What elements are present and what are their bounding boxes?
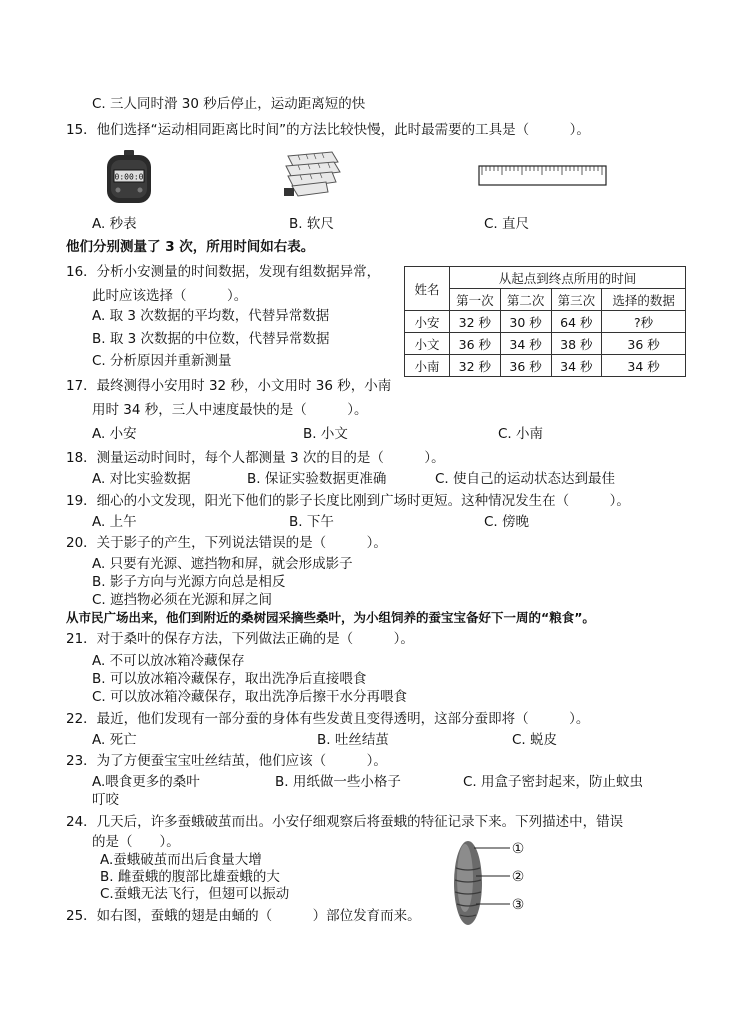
- table-subheader: 第三次: [551, 289, 602, 311]
- table-cell: 30 秒: [500, 311, 551, 333]
- table-cell: 34 秒: [500, 333, 551, 355]
- table-cell: 32 秒: [450, 355, 501, 377]
- q20-option-b: B. 影子方向与光源方向总是相反: [92, 574, 286, 590]
- table-cell: 36 秒: [602, 333, 686, 355]
- stopwatch-display: 0:00:0: [114, 172, 144, 182]
- q17-option-b: B. 小文: [303, 426, 348, 442]
- q15-option-a: A. 秒表: [92, 216, 137, 232]
- q24-option-b: B. 雌蚕蛾的腹部比雄蚕蛾的大: [100, 869, 280, 885]
- question-25: 25．如右图，蚕蛾的翅是由蛹的（ ）部位发育而来。: [66, 908, 421, 924]
- table-cell: 36 秒: [500, 355, 551, 377]
- q19-option-a: A. 上午: [92, 514, 137, 530]
- tape-measure-icon: [282, 150, 342, 204]
- pupa-label-2: ②: [511, 869, 525, 885]
- q15-option-b: B. 软尺: [289, 216, 334, 232]
- q18-option-c: C. 使自己的运动状态达到最佳: [435, 471, 616, 487]
- table-cell: 32 秒: [450, 311, 501, 333]
- q20-option-c: C. 遮挡物必须在光源和屏之间: [92, 592, 273, 608]
- stopwatch-icon: [105, 150, 153, 208]
- table-cell: ?秒: [602, 311, 686, 333]
- table-cell: 34 秒: [602, 355, 686, 377]
- question-16-cont: 此时应该选择（ ）。: [92, 288, 248, 304]
- silkworm-pupa-figure: [450, 838, 540, 934]
- table-cell-name: 小文: [405, 333, 450, 355]
- q16-option-a: A. 取 3 次数据的平均数，代替异常数据: [92, 308, 330, 324]
- question-15: 15．他们选择“运动相同距离比时间”的方法比较快慢，此时最需要的工具是（ ）。: [66, 122, 590, 138]
- question-22: 22．最近，他们发现有一部分蚕的身体有些发黄且变得透明，这部分蚕即将（ ）。: [66, 711, 590, 727]
- question-17: 17．最终测得小安用时 32 秒，小文用时 36 秒，小南: [66, 378, 392, 394]
- q24-option-a: A.蚕蛾破茧而出后食量大增: [100, 852, 262, 868]
- q23-option-b: B. 用纸做一些小格子: [275, 774, 401, 790]
- q18-option-b: B. 保证实验数据更准确: [247, 471, 387, 487]
- q22-option-a: A. 死亡: [92, 732, 137, 748]
- pupa-label-1: ①: [511, 841, 525, 857]
- q24-option-c: C.蚕蛾无法飞行，但翅可以振动: [100, 886, 290, 902]
- section-intro-measure: 他们分别测量了 3 次，所用时间如右表。: [66, 239, 315, 255]
- q17-option-a: A. 小安: [92, 426, 137, 442]
- question-24: 24．几天后，许多蚕蛾破茧而出。小安仔细观察后将蚕蛾的特征记录下来。下列描述中，错误: [66, 814, 624, 830]
- question-21: 21．对于桑叶的保存方法，下列做法正确的是（ ）。: [66, 631, 414, 647]
- table-cell: 34 秒: [551, 355, 602, 377]
- question-19: 19．细心的小文发现，阳光下他们的影子长度比刚到广场时更短。这种情况发生在（ ）。: [66, 493, 630, 509]
- q23-option-a: A.喂食更多的桑叶: [92, 774, 200, 790]
- table-subheader: 第二次: [500, 289, 551, 311]
- question-16: 16．分析小安测量的时间数据，发现有组数据异常，: [66, 264, 381, 280]
- q18-option-a: A. 对比实验数据: [92, 471, 191, 487]
- table-cell-name: 小南: [405, 355, 450, 377]
- table-subheader: 选择的数据: [602, 289, 686, 311]
- table-header-group: 从起点到终点所用的时间: [450, 267, 686, 289]
- q14-option-c: C. 三人同时滑 30 秒后停止，运动距离短的快: [92, 96, 366, 112]
- section-intro-mulberry: 从市民广场出来，他们到附近的桑树园采摘些桑叶，为小组饲养的蚕宝宝备好下一周的“粮食”。: [66, 610, 595, 625]
- table-cell-name: 小安: [405, 311, 450, 333]
- time-table: [404, 266, 686, 377]
- table-row: [405, 333, 686, 355]
- q15-option-c: C. 直尺: [484, 216, 530, 232]
- q22-option-c: C. 蜕皮: [512, 732, 558, 748]
- q19-option-c: C. 傍晚: [484, 514, 530, 530]
- table-header-name: 姓名: [405, 267, 450, 311]
- table-cell: 36 秒: [450, 333, 501, 355]
- table-row: [405, 355, 686, 377]
- table-cell: 38 秒: [551, 333, 602, 355]
- question-18: 18．测量运动时间时，每个人都测量 3 次的目的是（ ）。: [66, 450, 445, 466]
- q23-option-c-cont: 叮咬: [92, 792, 119, 808]
- table-subheader: 第一次: [450, 289, 501, 311]
- q17-option-c: C. 小南: [498, 426, 544, 442]
- question-17-cont: 用时 34 秒，三人中速度最快的是（ ）。: [92, 402, 368, 418]
- question-24-cont: 的是（ ）。: [92, 834, 180, 850]
- ruler-icon: [478, 165, 608, 191]
- q16-option-b: B. 取 3 次数据的中位数，代替异常数据: [92, 331, 330, 347]
- q21-option-b: B. 可以放冰箱冷藏保存，取出洗净后直接喂食: [92, 671, 367, 687]
- pupa-label-3: ③: [511, 897, 525, 913]
- question-20: 20．关于影子的产生，下列说法错误的是（ ）。: [66, 535, 387, 551]
- q23-option-c: C. 用盒子密封起来，防止蚊虫: [463, 774, 644, 790]
- q21-option-c: C. 可以放冰箱冷藏保存，取出洗净后擦干水分再喂食: [92, 689, 408, 705]
- q16-option-c: C. 分析原因并重新测量: [92, 353, 232, 369]
- q21-option-a: A. 不可以放冰箱冷藏保存: [92, 653, 245, 669]
- question-23: 23．为了方便蚕宝宝吐丝结茧，他们应该（ ）。: [66, 753, 387, 769]
- table-cell: 64 秒: [551, 311, 602, 333]
- q20-option-a: A. 只要有光源、遮挡物和屏，就会形成影子: [92, 556, 353, 572]
- q19-option-b: B. 下午: [289, 514, 334, 530]
- q22-option-b: B. 吐丝结茧: [317, 732, 389, 748]
- table-row: [405, 311, 686, 333]
